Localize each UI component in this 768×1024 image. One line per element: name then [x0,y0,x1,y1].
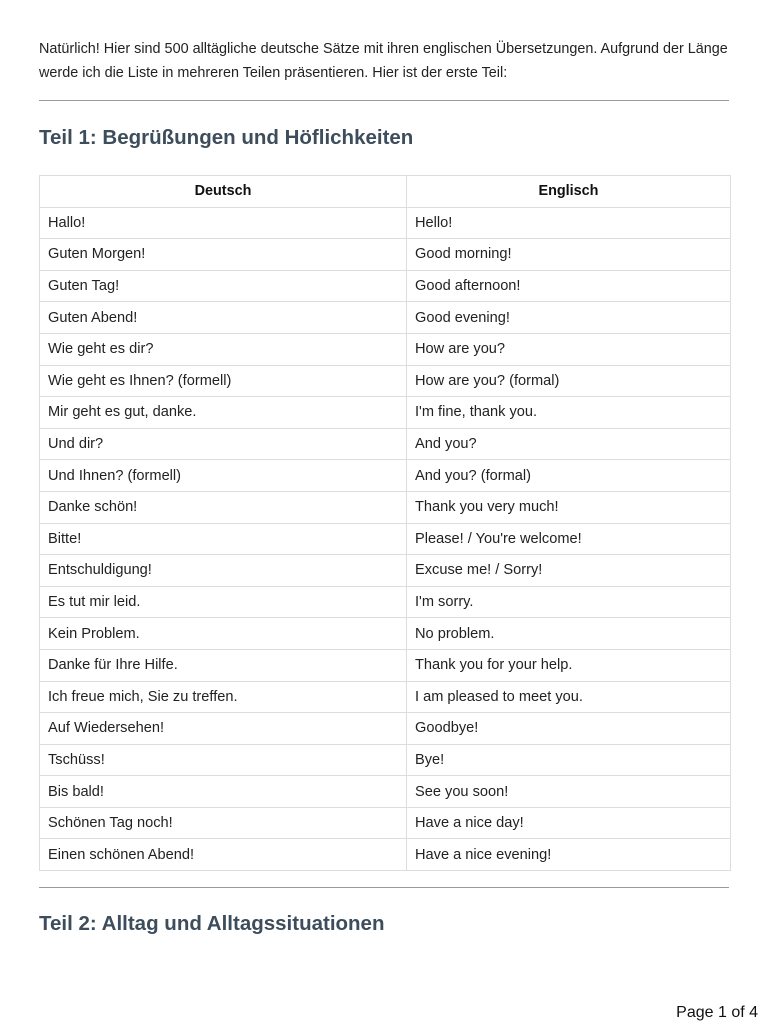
german-phrase-cell: Es tut mir leid. [40,586,407,618]
table-row [40,491,731,523]
german-phrase-cell: Mir geht es gut, danke. [40,397,407,429]
english-translation-cell: Please! / You're welcome! [407,523,731,555]
english-translation-cell: Thank you very much! [407,491,731,523]
table-row [40,365,731,397]
table-row [40,270,731,302]
german-phrase-cell: Kein Problem. [40,618,407,650]
table-row [40,239,731,271]
german-phrase-cell: Bis bald! [40,776,407,808]
german-phrase-cell: Entschuldigung! [40,555,407,587]
german-phrase-cell: Und dir? [40,428,407,460]
divider [39,100,729,101]
german-phrase-cell: Bitte! [40,523,407,555]
english-translation-cell: I'm fine, thank you. [407,397,731,429]
intro-paragraph: Natürlich! Hier sind 500 alltägliche deutsche Sätze mit ihren englischen Übersetzungen. Aufgrund der Länge werde ich die Liste in mehreren Teilen präsentieren. Hier ist der erste Teil: [39,41,728,81]
table-row [40,618,731,650]
divider [39,887,729,888]
section-heading-part-1: Teil 1: Begrüßungen und Höflichkeiten [39,126,414,149]
english-translation-cell: Have a nice day! [407,807,731,839]
table-row [40,397,731,429]
table-row [40,713,731,745]
english-translation-cell: See you soon! [407,776,731,808]
table-header-row [40,176,731,208]
table-row [40,302,731,334]
table-row [40,839,731,871]
english-translation-cell: I'm sorry. [407,586,731,618]
section-heading-part-2: Teil 2: Alltag und Alltagssituationen [39,912,385,936]
table-row [40,555,731,587]
german-phrase-cell: Guten Abend! [40,302,407,334]
german-phrase-cell: Und Ihnen? (formell) [40,460,407,492]
german-phrase-cell: Auf Wiedersehen! [40,713,407,745]
table-row [40,523,731,555]
english-translation-cell: And you? [407,428,731,460]
german-phrase-cell: Guten Tag! [40,270,407,302]
german-phrase-cell: Ich freue mich, Sie zu treffen. [40,681,407,713]
german-phrase-cell: Guten Morgen! [40,239,407,271]
english-translation-cell: Have a nice evening! [407,839,731,871]
english-translation-cell: How are you? (formal) [407,365,731,397]
table-row [40,428,731,460]
english-translation-cell: Hello! [407,207,731,239]
table-row [40,807,731,839]
german-phrase-cell: Tschüss! [40,744,407,776]
german-phrase-cell: Danke schön! [40,491,407,523]
german-phrase-cell: Schönen Tag noch! [40,807,407,839]
english-translation-cell: Good afternoon! [407,270,731,302]
table-body [40,207,731,870]
german-phrase-cell: Einen schönen Abend! [40,839,407,871]
english-translation-cell: Good morning! [407,239,731,271]
column-header-english: Englisch [407,176,731,208]
page-number: Page 1 of 4 [676,1004,758,1021]
german-phrase-cell: Hallo! [40,207,407,239]
table-row [40,460,731,492]
english-translation-cell: Bye! [407,744,731,776]
english-translation-cell: I am pleased to meet you. [407,681,731,713]
table-row [40,776,731,808]
table-row [40,649,731,681]
german-phrase-cell: Danke für Ihre Hilfe. [40,649,407,681]
document-page [39,0,729,938]
english-translation-cell: Excuse me! / Sorry! [407,555,731,587]
english-translation-cell: No problem. [407,618,731,650]
table-row [40,207,731,239]
phrase-table [39,175,731,871]
english-translation-cell: Goodbye! [407,713,731,745]
table-row [40,333,731,365]
table-row [40,586,731,618]
table-row [40,681,731,713]
english-translation-cell: Good evening! [407,302,731,334]
english-translation-cell: Thank you for your help. [407,649,731,681]
table-row [40,744,731,776]
english-translation-cell: And you? (formal) [407,460,731,492]
german-phrase-cell: Wie geht es Ihnen? (formell) [40,365,407,397]
english-translation-cell: How are you? [407,333,731,365]
column-header-german: Deutsch [40,176,407,208]
german-phrase-cell: Wie geht es dir? [40,333,407,365]
